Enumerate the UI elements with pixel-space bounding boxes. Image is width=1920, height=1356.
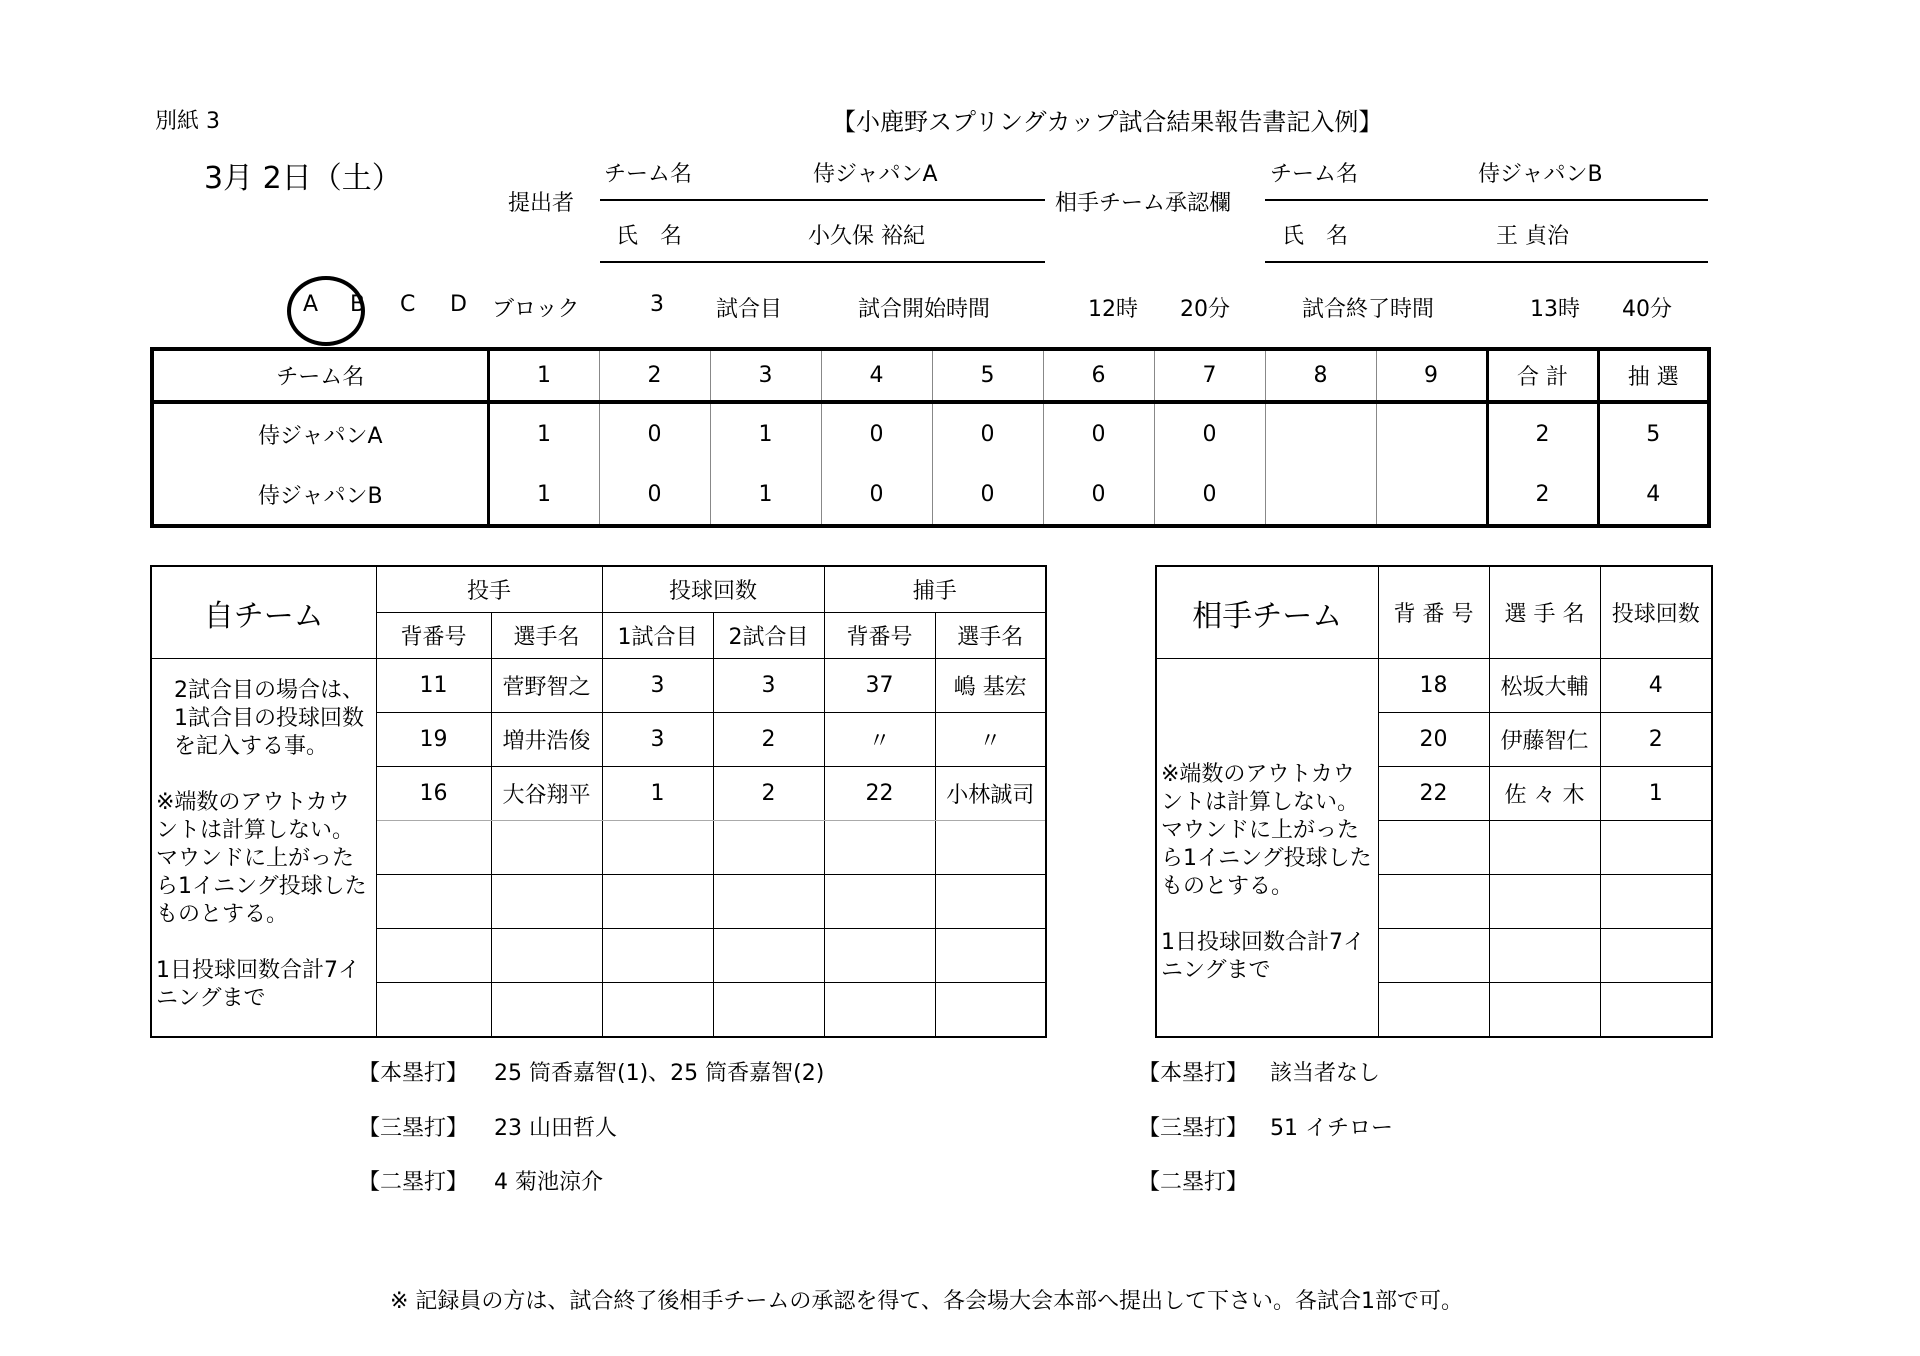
opp-pitcher-number <box>1378 875 1489 929</box>
inning-runs: 1 <box>710 464 821 526</box>
block-c: C <box>400 292 416 317</box>
total-runs: 2 <box>1487 464 1598 526</box>
game1-innings <box>602 821 713 875</box>
catcher-name <box>935 983 1046 1038</box>
game1-innings <box>602 875 713 929</box>
total-header: 合 計 <box>1487 349 1598 402</box>
match-date: 3月 2日（土） <box>204 161 402 196</box>
game1-innings <box>602 929 713 983</box>
page-title: 【小鹿野スプリングカップ試合結果報告書記入例】 <box>832 108 1383 136</box>
own-team-title: 自チーム <box>151 566 376 659</box>
opp-pitcher-name <box>1489 875 1600 929</box>
inning-runs: 1 <box>488 464 599 526</box>
submitter-name: 小久保 裕紀 <box>808 224 925 249</box>
pitcher-number: 11 <box>376 659 491 713</box>
opp-pitcher-number: 20 <box>1378 713 1489 767</box>
opp-pitcher-number <box>1378 929 1489 983</box>
opponent-team: 侍ジャパンB <box>1478 162 1603 187</box>
catcher-number-header: 背番号 <box>824 613 935 659</box>
pitcher-header: 投手 <box>376 566 602 613</box>
start-minute: 20分 <box>1180 297 1230 322</box>
end-minute: 40分 <box>1622 297 1672 322</box>
own-team-table <box>150 565 1047 1038</box>
inning-header: 5 <box>932 349 1043 402</box>
game-number: 3 <box>650 292 664 317</box>
catcher-name: 〃 <box>935 713 1046 767</box>
opp-pitcher-innings <box>1600 929 1712 983</box>
catcher-name <box>935 875 1046 929</box>
catcher-number: 37 <box>824 659 935 713</box>
game2-innings <box>713 983 824 1038</box>
game1-innings: 3 <box>602 659 713 713</box>
opp-pitcher-name <box>1489 983 1600 1038</box>
inning-header: 9 <box>1376 349 1487 402</box>
game2-innings: 2 <box>713 713 824 767</box>
score-table <box>150 347 1711 528</box>
block-label: ブロック <box>492 297 580 322</box>
innings-pitched-header: 投球回数 <box>602 566 824 613</box>
inning-runs <box>1376 464 1487 526</box>
opp-team-title: 相手チーム <box>1156 566 1378 659</box>
pitcher-name: 増井浩俊 <box>491 713 602 767</box>
inning-runs <box>1265 464 1376 526</box>
note-daily-limit: 1日投球回数合計7イニングまで <box>156 958 360 1011</box>
inning-runs: 0 <box>821 402 932 464</box>
submitter-name-label: 氏 名 <box>616 224 683 249</box>
catcher-number: 〃 <box>824 713 935 767</box>
opp-triple-label: 【三塁打】 <box>1138 1116 1249 1141</box>
game1-innings-header: 1試合目 <box>602 613 713 659</box>
table-row <box>151 659 1046 713</box>
inning-header: 1 <box>488 349 599 402</box>
opp-pitcher-name: 伊藤智仁 <box>1489 713 1600 767</box>
own-triple-value: 23 山田哲人 <box>494 1116 617 1141</box>
pitcher-number <box>376 983 491 1038</box>
pitcher-number: 16 <box>376 767 491 821</box>
catcher-name: 嶋 基宏 <box>935 659 1046 713</box>
inning-runs: 1 <box>710 402 821 464</box>
own-double-value: 4 菊池涼介 <box>494 1170 603 1195</box>
pitcher-name <box>491 875 602 929</box>
own-double-label: 【二塁打】 <box>358 1170 469 1195</box>
opp-pitcher-name <box>1489 929 1600 983</box>
note-daily-limit: 1日投球回数合計7イニングまで <box>1161 930 1365 983</box>
inning-header: 6 <box>1043 349 1154 402</box>
inning-runs: 0 <box>821 464 932 526</box>
inning-header: 8 <box>1265 349 1376 402</box>
opponent-name: 王 貞治 <box>1496 224 1569 249</box>
inning-runs: 0 <box>599 402 710 464</box>
inning-header: 2 <box>599 349 710 402</box>
pitcher-name-header: 選手名 <box>491 613 602 659</box>
inning-header: 3 <box>710 349 821 402</box>
score-team-header: チーム名 <box>152 349 488 402</box>
opp-pitcher-number: 22 <box>1378 767 1489 821</box>
opp-double-label: 【二塁打】 <box>1138 1170 1249 1195</box>
footer-note: ※ 記録員の方は、試合終了後相手チームの承認を得て、各会場大会本部へ提出して下さい。各試合1部で可。 <box>390 1289 1463 1314</box>
start-hour: 12時 <box>1088 297 1138 322</box>
inning-runs: 0 <box>1154 464 1265 526</box>
lottery-header: 抽 選 <box>1598 349 1709 402</box>
pitcher-name <box>491 821 602 875</box>
note-out-count: ※端数のアウトカウントは計算しない。マウンドに上がったら1イニング投球したものとする。 <box>1161 762 1372 899</box>
game2-innings: 3 <box>713 659 824 713</box>
own-homerun-value: 25 筒香嘉智(1)、25 筒香嘉智(2) <box>494 1061 825 1086</box>
end-hour: 13時 <box>1530 297 1580 322</box>
opp-pitcher-number: 18 <box>1378 659 1489 713</box>
game2-innings <box>713 929 824 983</box>
opp-pitcher-name: 松坂大輔 <box>1489 659 1600 713</box>
opp-team-table <box>1155 565 1713 1038</box>
catcher-number <box>824 821 935 875</box>
catcher-number: 22 <box>824 767 935 821</box>
inning-runs: 0 <box>1043 402 1154 464</box>
opp-pitcher-innings: 2 <box>1600 713 1712 767</box>
catcher-name <box>935 821 1046 875</box>
own-triple-label: 【三塁打】 <box>358 1116 469 1141</box>
submitter-team-underline <box>600 199 1045 201</box>
pitcher-name <box>491 983 602 1038</box>
note-out-count: ※端数のアウトカウントは計算しない。マウンドに上がったら1イニング投球したものとする。 <box>156 790 367 927</box>
inning-runs: 0 <box>1154 402 1265 464</box>
opp-homerun-value: 該当者なし <box>1270 1061 1381 1086</box>
submitter-team: 侍ジャパンA <box>813 162 938 187</box>
score-header-row <box>152 349 1709 402</box>
attachment-label: 別紙 3 <box>155 109 220 134</box>
score-row <box>152 402 1709 464</box>
catcher-header: 捕手 <box>824 566 1046 613</box>
game2-innings-header: 2試合目 <box>713 613 824 659</box>
catcher-name-header: 選手名 <box>935 613 1046 659</box>
pitcher-name: 菅野智之 <box>491 659 602 713</box>
opp-pitcher-innings <box>1600 875 1712 929</box>
end-time-label: 試合終了時間 <box>1302 297 1435 322</box>
game1-innings <box>602 983 713 1038</box>
inning-runs <box>1265 402 1376 464</box>
opp-pitcher-name: 佐 々 木 <box>1489 767 1600 821</box>
note-second-game: 2試合目の場合は、1試合目の投球回数を記入する事。 <box>174 678 364 759</box>
opponent-team-label: チーム名 <box>1270 162 1359 187</box>
opp-pitcher-number <box>1378 821 1489 875</box>
game2-innings <box>713 821 824 875</box>
opp-pitcher-innings: 4 <box>1600 659 1712 713</box>
opp-homerun-label: 【本塁打】 <box>1138 1061 1249 1086</box>
opponent-team-underline <box>1265 199 1708 201</box>
inning-header: 7 <box>1154 349 1265 402</box>
inning-runs: 0 <box>932 402 1043 464</box>
inning-header: 4 <box>821 349 932 402</box>
game2-innings <box>713 875 824 929</box>
total-runs: 2 <box>1487 402 1598 464</box>
submitter-team-label: チーム名 <box>604 162 693 187</box>
score-team-name: 侍ジャパンB <box>152 464 488 526</box>
game-label: 試合目 <box>716 297 783 322</box>
opp-pitcher-innings <box>1600 983 1712 1038</box>
pitcher-name <box>491 929 602 983</box>
catcher-name <box>935 929 1046 983</box>
score-team-name: 侍ジャパンA <box>152 402 488 464</box>
game2-innings: 2 <box>713 767 824 821</box>
opp-pitcher-innings: 1 <box>1600 767 1712 821</box>
opponent-name-underline <box>1265 261 1708 263</box>
block-d: D <box>450 292 467 317</box>
pitcher-number <box>376 821 491 875</box>
pitcher-number <box>376 875 491 929</box>
game1-innings: 3 <box>602 713 713 767</box>
pitcher-number-header: 背番号 <box>376 613 491 659</box>
table-row <box>1156 659 1712 713</box>
inning-runs: 0 <box>599 464 710 526</box>
submitter-label: 提出者 <box>508 191 575 216</box>
pitcher-name: 大谷翔平 <box>491 767 602 821</box>
own-homerun-label: 【本塁打】 <box>358 1061 469 1086</box>
opp-team-notes <box>1156 659 1378 1038</box>
opp-number-header: 背 番 号 <box>1378 566 1489 659</box>
block-a: A <box>303 292 319 317</box>
catcher-name: 小林誠司 <box>935 767 1046 821</box>
pitcher-number <box>376 929 491 983</box>
catcher-number <box>824 929 935 983</box>
own-team-notes <box>151 659 376 1038</box>
submitter-name-underline <box>600 261 1045 263</box>
opp-name-header: 選 手 名 <box>1489 566 1600 659</box>
inning-runs: 0 <box>932 464 1043 526</box>
lottery-value: 5 <box>1646 421 1661 447</box>
catcher-number <box>824 875 935 929</box>
inning-runs <box>1376 402 1487 464</box>
opp-pitcher-number <box>1378 983 1489 1038</box>
score-row <box>152 464 1709 526</box>
opp-triple-value: 51 イチロー <box>1270 1116 1393 1141</box>
game1-innings: 1 <box>602 767 713 821</box>
inning-runs: 1 <box>488 402 599 464</box>
start-time-label: 試合開始時間 <box>858 297 991 322</box>
opp-innings-header: 投球回数 <box>1600 566 1712 659</box>
opp-pitcher-name <box>1489 821 1600 875</box>
opponent-approval-label: 相手チーム承認欄 <box>1055 191 1232 216</box>
catcher-number <box>824 983 935 1038</box>
block-b: B <box>350 292 366 317</box>
lottery-value: 4 <box>1646 481 1661 507</box>
opp-pitcher-innings <box>1600 821 1712 875</box>
opponent-name-label: 氏 名 <box>1282 224 1349 249</box>
inning-runs: 0 <box>1043 464 1154 526</box>
pitcher-number: 19 <box>376 713 491 767</box>
